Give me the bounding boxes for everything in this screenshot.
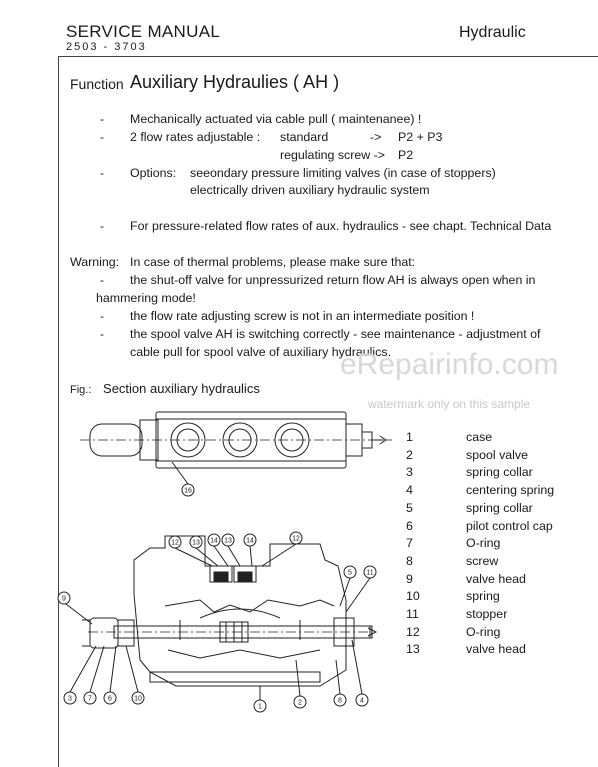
legend-part-name: valve head <box>466 571 526 586</box>
watermark-text: eRepairinfo.com <box>340 348 559 381</box>
warning-spool-line-2: cable pull for spool valve of auxiliary hydraulics. <box>130 345 392 359</box>
callout: 5 <box>348 569 352 577</box>
legend-number: 5 <box>406 500 413 515</box>
warning-adjusting-screw: the flow rate adjusting screw is not in an intermediate position ! <box>130 309 475 323</box>
warning-shutoff-line-2: hammering mode! <box>96 291 196 305</box>
legend-part-name: stopper <box>466 607 508 621</box>
bullet-dash: - <box>100 166 104 180</box>
bullet-dash: - <box>100 130 104 144</box>
flow-regulating-value: P2 <box>398 148 414 162</box>
callout: 11 <box>366 569 374 577</box>
callout: 10 <box>134 695 142 703</box>
callout: 4 <box>360 697 364 705</box>
legend-part-name: spring <box>466 589 500 604</box>
function-title: Auxiliary Hydraulies ( AH ) <box>130 72 340 92</box>
bullet-dash: - <box>100 219 104 233</box>
bullet-dash: - <box>100 273 104 287</box>
figure-prefix: Fig.: <box>70 384 92 396</box>
bullet-cable-pull: Mechanically actuated via cable pull ( maintenanee) ! <box>130 112 422 126</box>
warning-shutoff-line-1: the shut-off valve for unpressurized return flow AH is always open when in <box>130 273 536 287</box>
legend-number: 11 <box>406 607 419 621</box>
legend-part-name: pilot control cap <box>466 518 553 533</box>
callout: 14 <box>246 537 254 545</box>
legend-part-name: valve head <box>466 642 526 657</box>
model-code: 2503 - 3703 <box>66 41 147 53</box>
options-line-2: electrically driven auxiliary hydraulic system <box>190 183 430 197</box>
warning-intro: In case of thermal problems, please make sure that: <box>130 255 416 269</box>
bullet-dash: - <box>100 112 104 126</box>
legend-number: 8 <box>406 553 413 568</box>
legend-number: 6 <box>406 518 413 533</box>
bullet-technical-data: For pressure-related flow rates of aux. hydraulics - see chapt. Technical Data <box>130 219 552 233</box>
options-line-1: seeondary pressure limiting valves (in case of stoppers) <box>190 166 496 180</box>
legend-number: 2 <box>406 447 413 462</box>
legend-number: 1 <box>406 430 413 444</box>
legend-part-name: case <box>466 430 493 444</box>
callout: 1 <box>258 703 262 711</box>
callout: 7 <box>88 695 92 703</box>
legend-number: 13 <box>406 642 420 657</box>
bullet-dash: - <box>100 309 104 323</box>
flow-arrow: -> <box>370 130 382 144</box>
callout: 13 <box>192 539 200 547</box>
callout: 9 <box>62 595 66 603</box>
callout: 14 <box>210 537 218 545</box>
callout: 2 <box>298 699 302 707</box>
bullet-dash: - <box>100 327 104 341</box>
callout: 3 <box>68 695 72 703</box>
warning-label: Warning: <box>70 255 120 269</box>
legend-part-name: spring collar <box>466 500 533 515</box>
legend-part-name: spool valve <box>466 447 528 462</box>
legend-number: 4 <box>406 483 413 498</box>
callout: 13 <box>224 537 232 545</box>
legend-part-name: O-ring <box>466 624 501 639</box>
watermark-subtext: watermark only on this sample <box>368 397 531 411</box>
flow-standard-value: P2 + P3 <box>398 130 443 144</box>
legend-number: 3 <box>406 465 413 480</box>
legend-number: 10 <box>406 589 420 604</box>
flow-rates-label: 2 flow rates adjustable : <box>130 130 261 144</box>
callout-top: 16 <box>184 487 192 495</box>
legend-part-name: O-ring <box>466 536 501 551</box>
manual-title: SERVICE MANUAL <box>66 22 221 41</box>
callout: 12 <box>292 535 300 543</box>
callout: 8 <box>338 697 342 705</box>
flow-regulating: regulating screw -> <box>280 148 386 162</box>
legend-part-name: centering spring <box>466 483 555 498</box>
options-label: Options: <box>130 166 177 180</box>
function-label: Function <box>70 76 124 92</box>
legend-number: 9 <box>406 571 413 586</box>
legend-number: 12 <box>406 624 420 639</box>
legend-number: 7 <box>406 536 413 551</box>
legend-part-name: screw <box>466 553 499 568</box>
callout: 12 <box>171 539 179 547</box>
section-name: Hydraulic <box>459 24 526 41</box>
warning-spool-line-1: the spool valve AH is switching correctly - see maintenance - adjustment of <box>130 327 541 341</box>
flow-standard: standard <box>280 130 329 144</box>
legend-part-name: spring collar <box>466 465 533 480</box>
callout: 6 <box>108 695 112 703</box>
figure-title: Section auxiliary hydraulics <box>103 381 260 396</box>
